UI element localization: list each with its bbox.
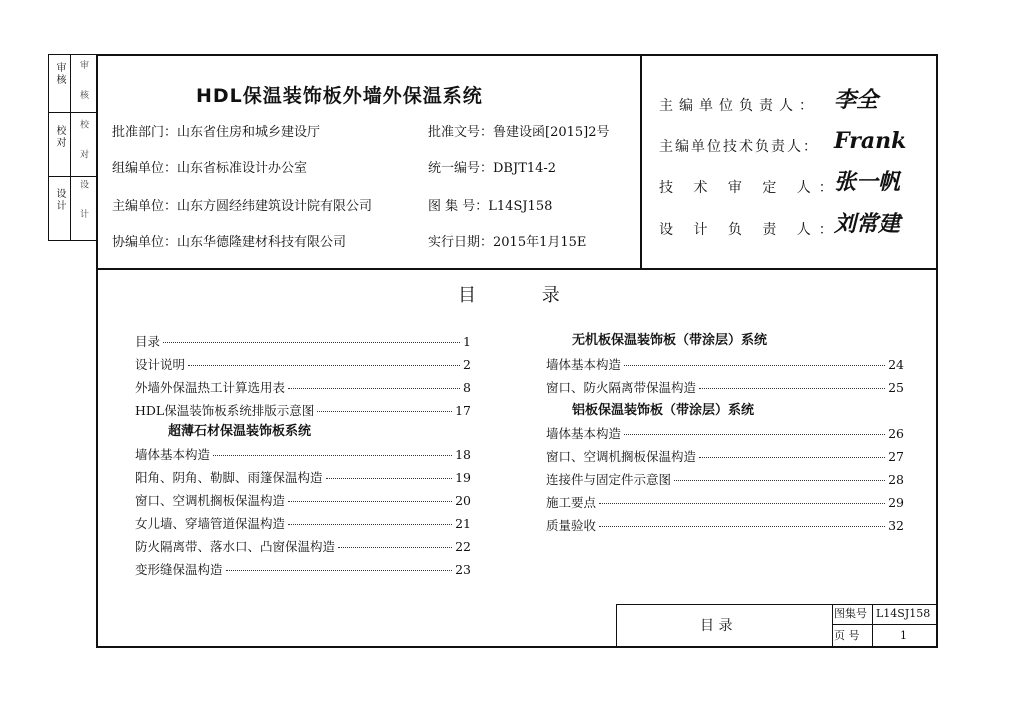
toc-dots bbox=[624, 365, 885, 366]
toc-item-label: 墙体基本构造 bbox=[135, 447, 211, 462]
title-block-mid bbox=[832, 624, 937, 625]
margin-strip-mid bbox=[70, 54, 71, 240]
toc-section-heading: 无机板保温装饰板（带涂层）系统 bbox=[572, 333, 768, 348]
toc-item-page: 2 bbox=[463, 357, 471, 372]
toc-item-page: 21 bbox=[455, 516, 471, 531]
signature-label: 设 计 负 责 人： bbox=[659, 222, 841, 238]
toc-item-page: 23 bbox=[455, 562, 471, 577]
toc-item bbox=[135, 470, 471, 486]
toc-item-label: 窗口、空调机搁板保温构造 bbox=[135, 493, 286, 508]
margin-marks: 审 核 校 对 设 计 bbox=[78, 60, 88, 228]
toc-dots bbox=[699, 388, 885, 389]
toc-dots bbox=[624, 434, 885, 435]
toc-section-heading: 超薄石材保温装饰板系统 bbox=[168, 424, 312, 439]
toc-item bbox=[135, 403, 471, 419]
toc-item-page: 1 bbox=[463, 334, 471, 349]
toc-item bbox=[135, 562, 471, 578]
toc-item-label: 目录 bbox=[135, 334, 161, 349]
toc-dots bbox=[288, 501, 452, 502]
atlas-value: L14SJ158 bbox=[876, 607, 931, 620]
toc-dots bbox=[674, 480, 885, 481]
toc-item-label: 窗口、防火隔离带保温构造 bbox=[546, 380, 697, 395]
toc-item-label: 施工要点 bbox=[546, 495, 597, 510]
toc-item-page: 29 bbox=[888, 495, 904, 510]
toc-item bbox=[546, 426, 904, 442]
toc-heading: 目 录 bbox=[458, 285, 590, 306]
approval-doc: 批准文号：鲁建设函[2015]2号 bbox=[428, 125, 610, 140]
margin-label-design: 设计 bbox=[54, 188, 65, 212]
toc-item-page: 8 bbox=[463, 380, 471, 395]
signature-image: Frank bbox=[834, 128, 907, 154]
toc-item-label: 设计说明 bbox=[135, 357, 186, 372]
toc-item-page: 17 bbox=[455, 403, 471, 418]
page-value: 1 bbox=[900, 629, 907, 642]
margin-label-review: 审核 bbox=[54, 62, 65, 86]
toc-dots bbox=[599, 526, 885, 527]
toc-section-heading: 铝板保温装饰板（带涂层）系统 bbox=[572, 403, 755, 418]
toc-item-page: 27 bbox=[888, 449, 904, 464]
title-block-col bbox=[872, 604, 873, 647]
toc-item-label: 连接件与固定件示意图 bbox=[546, 472, 672, 487]
frame-top bbox=[96, 54, 938, 56]
toc-item-label: 墙体基本构造 bbox=[546, 357, 622, 372]
compiling-unit: 组编单位：山东省标准设计办公室 bbox=[112, 161, 308, 176]
toc-item-page: 18 bbox=[455, 447, 471, 462]
toc-item-page: 24 bbox=[888, 357, 904, 372]
toc-item-page: 20 bbox=[455, 493, 471, 508]
toc-dots bbox=[288, 524, 452, 525]
toc-dots bbox=[188, 365, 460, 366]
toc-item-label: 窗口、空调机搁板保温构造 bbox=[546, 449, 697, 464]
toc-item-label: 变形缝保温构造 bbox=[135, 562, 223, 577]
sheet-title: 目 录 bbox=[700, 618, 733, 634]
signature-label: 主编单位技术负责人： bbox=[659, 139, 819, 155]
frame-right bbox=[936, 54, 938, 648]
toc-item bbox=[546, 495, 904, 511]
toc-item bbox=[546, 472, 904, 488]
toc-item-label: 防火隔离带、落水口、凸窗保温构造 bbox=[135, 539, 336, 554]
toc-item-page: 25 bbox=[888, 380, 904, 395]
effective-date: 实行日期：2015年1月15E bbox=[428, 235, 587, 250]
margin-strip-bottom bbox=[48, 240, 97, 241]
toc-dots bbox=[213, 455, 452, 456]
toc-dots bbox=[163, 342, 460, 343]
page-label: 页 号 bbox=[834, 629, 860, 642]
signature-image: 张一帆 bbox=[834, 169, 901, 195]
toc-dots bbox=[699, 457, 885, 458]
toc-item-label: HDL保温装饰板系统排版示意图 bbox=[135, 403, 315, 418]
toc-item bbox=[135, 539, 471, 555]
toc-item bbox=[546, 357, 904, 373]
signature-label: 技 术 审 定 人： bbox=[659, 180, 841, 196]
title-block-divider bbox=[832, 604, 833, 647]
toc-item-label: 墙体基本构造 bbox=[546, 426, 622, 441]
toc-item-label: 阳角、阴角、勒脚、雨篷保温构造 bbox=[135, 470, 323, 485]
toc-dots bbox=[288, 388, 460, 389]
toc-item bbox=[135, 447, 471, 463]
toc-item-page: 22 bbox=[455, 539, 471, 554]
toc-dots bbox=[226, 570, 453, 571]
header-bottom-line bbox=[96, 268, 938, 270]
toc-dots bbox=[326, 478, 453, 479]
toc-item bbox=[135, 516, 471, 532]
toc-dots bbox=[338, 547, 452, 548]
chief-unit: 主编单位：山东方圆经纬建筑设计院有限公司 bbox=[112, 199, 373, 214]
toc-item-label: 外墙外保温热工计算选用表 bbox=[135, 380, 286, 395]
toc-item-label: 女儿墙、穿墙管道保温构造 bbox=[135, 516, 286, 531]
margin-strip-left bbox=[48, 54, 49, 240]
frame-left bbox=[96, 54, 98, 648]
signature-label: 主编单位负责人： bbox=[659, 98, 819, 114]
title-block-left bbox=[616, 604, 617, 647]
title-block-top bbox=[616, 604, 937, 605]
toc-dots bbox=[317, 411, 452, 412]
toc-item-label: 质量验收 bbox=[546, 518, 597, 533]
toc-item bbox=[546, 518, 904, 534]
margin-label-check: 校对 bbox=[54, 125, 65, 149]
co-unit: 协编单位：山东华德隆建材科技有限公司 bbox=[112, 235, 347, 250]
margin-strip-top bbox=[48, 54, 97, 55]
toc-item bbox=[546, 380, 904, 396]
toc-item bbox=[135, 493, 471, 509]
toc-item-page: 19 bbox=[455, 470, 471, 485]
toc-item-page: 28 bbox=[888, 472, 904, 487]
toc-item-page: 26 bbox=[888, 426, 904, 441]
frame-bottom bbox=[96, 646, 938, 648]
header-vertical-divider bbox=[640, 54, 642, 269]
toc-item bbox=[135, 334, 471, 350]
signature-image: 李全 bbox=[834, 87, 879, 113]
unified-code: 统一编号：DBJT14-2 bbox=[428, 161, 557, 176]
atlas-number: 图 集 号：L14SJ158 bbox=[428, 199, 553, 214]
toc-dots bbox=[599, 503, 885, 504]
toc-item bbox=[546, 449, 904, 465]
toc-item-page: 32 bbox=[888, 518, 904, 533]
signature-image: 刘常建 bbox=[834, 211, 901, 237]
approval-dept: 批准部门：山东省住房和城乡建设厅 bbox=[112, 125, 321, 140]
toc-item bbox=[135, 357, 471, 373]
page-title: HDL保温装饰板外墙外保温系统 bbox=[196, 85, 483, 107]
toc-item bbox=[135, 380, 471, 396]
atlas-label: 图集号 bbox=[834, 607, 867, 620]
